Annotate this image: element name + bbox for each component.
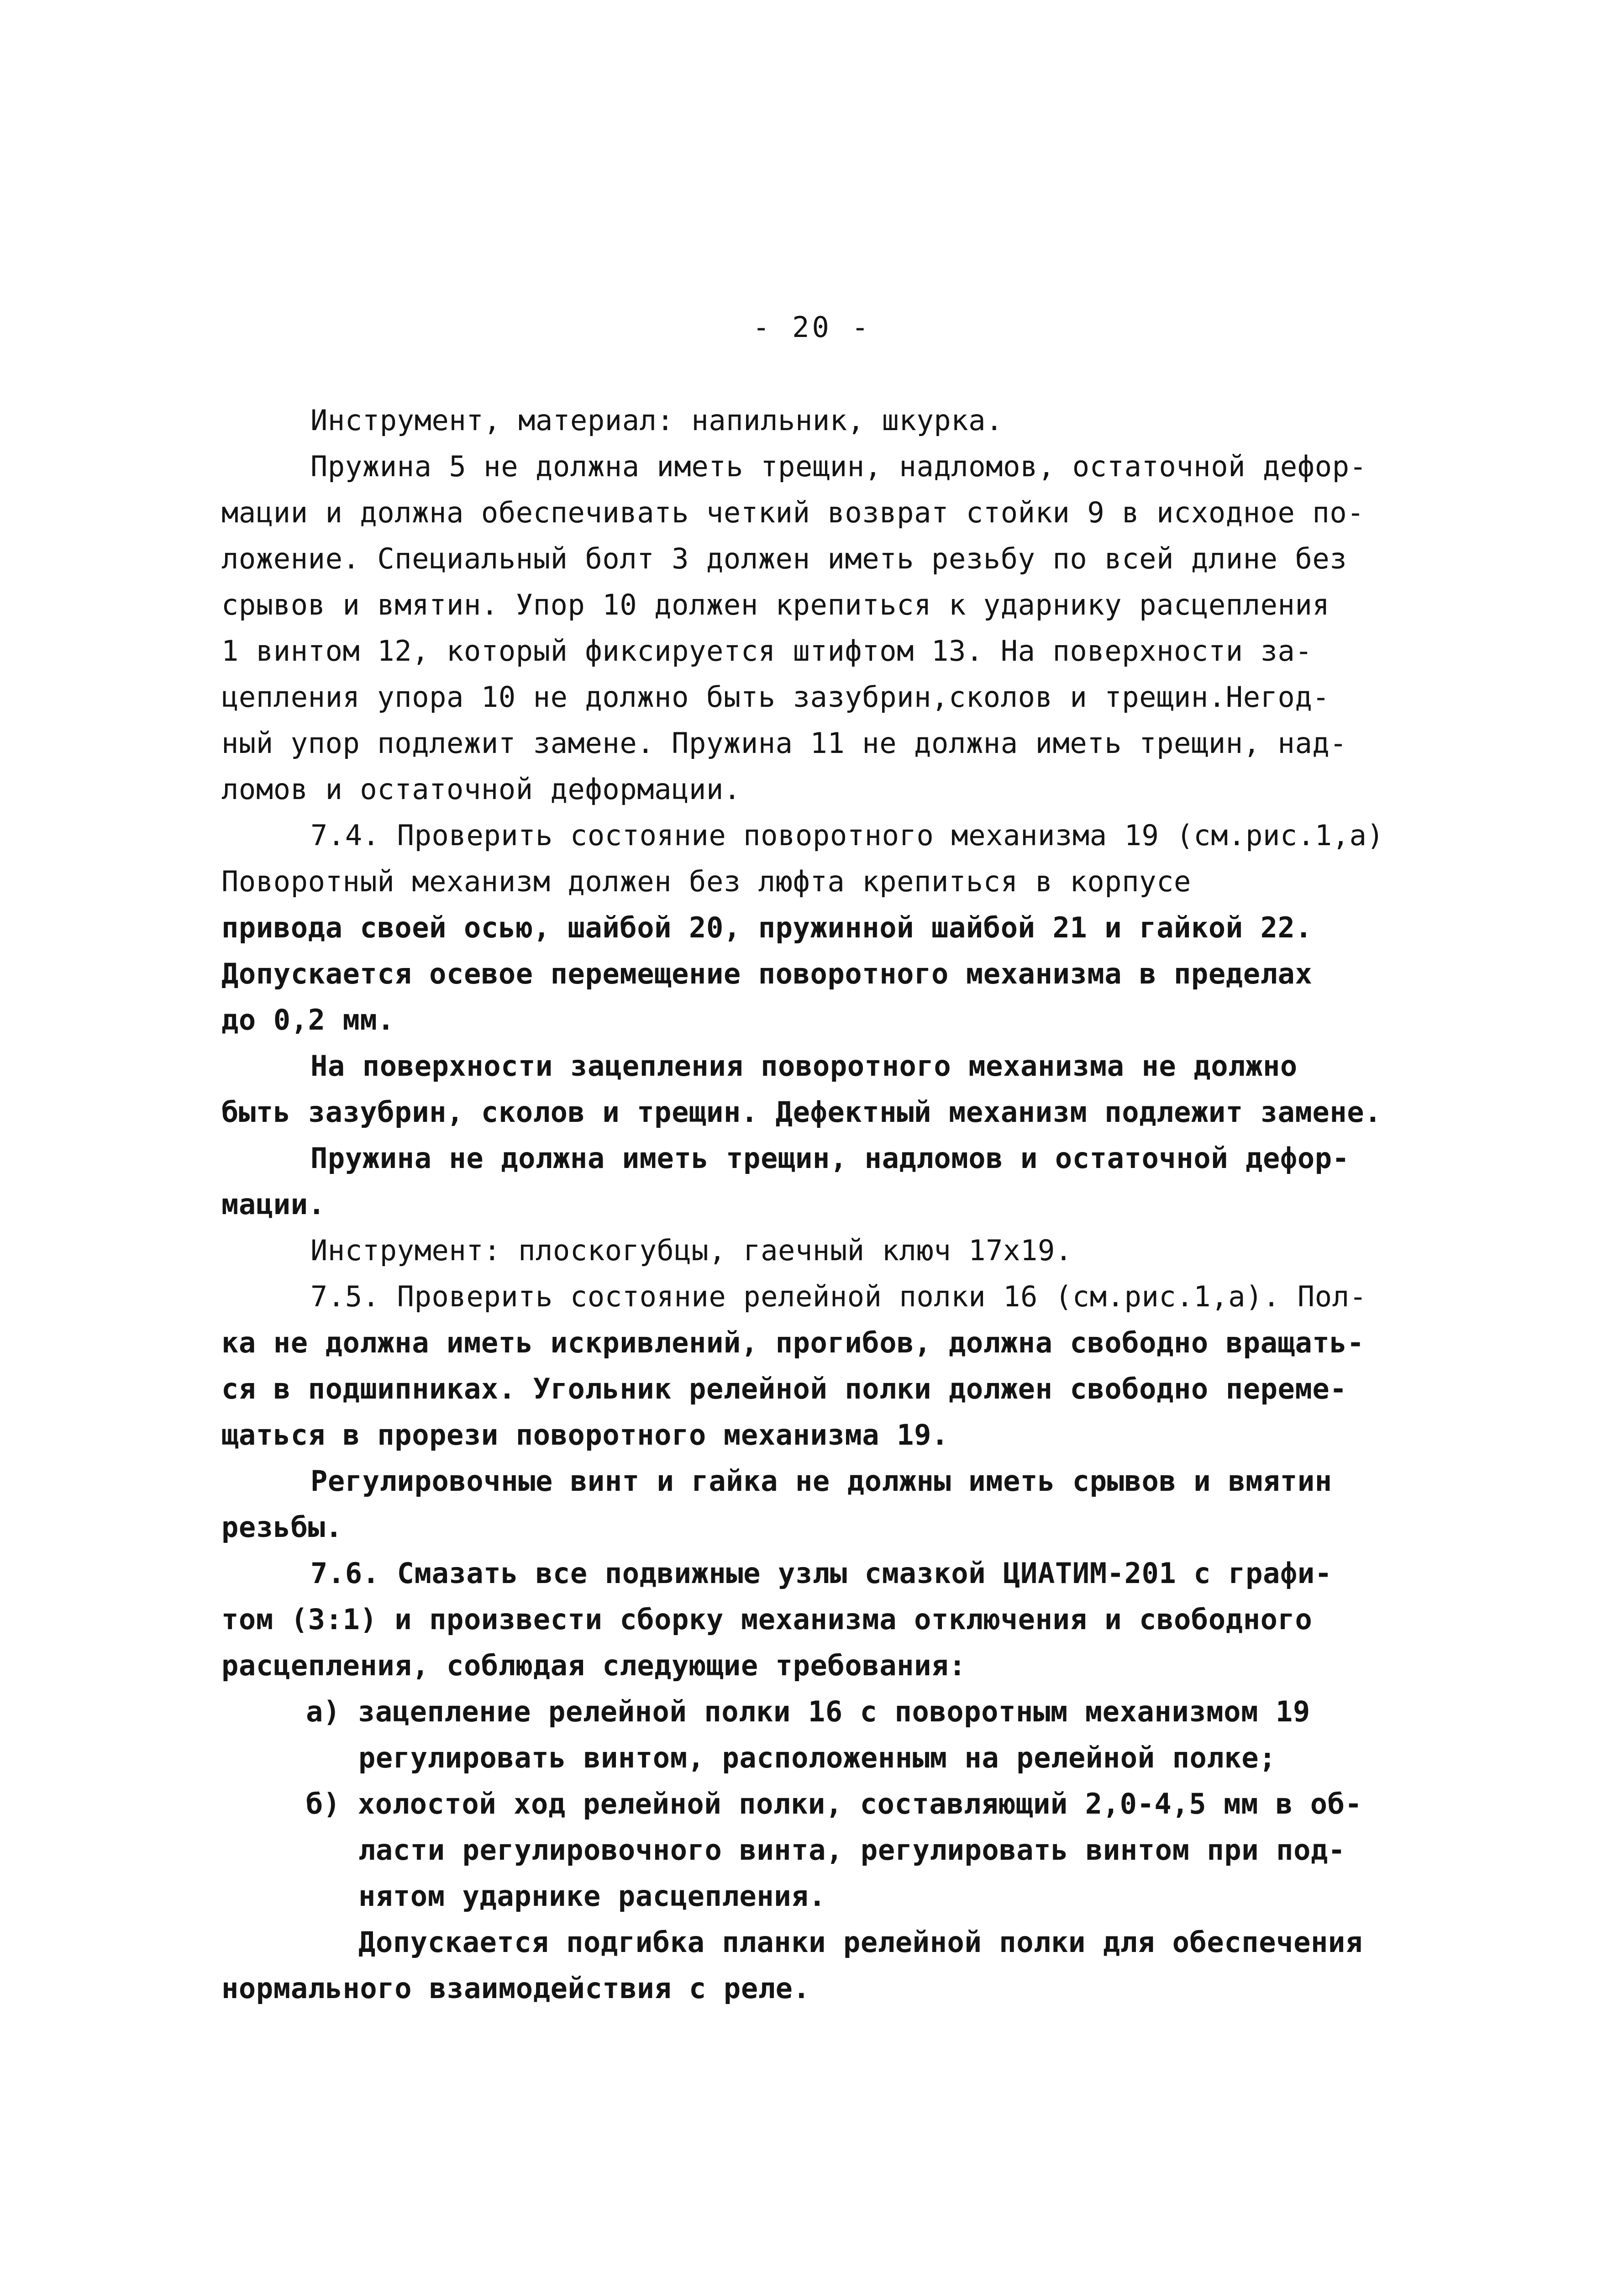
- text-line: 7.5. Проверить состояние релейной полки 16 (см.рис.1,а). Пол-: [310, 1280, 1367, 1313]
- page-number: - 20 -: [752, 310, 872, 344]
- text-line: Пружина 5 не должна иметь трещин, надломов, остаточной дефор-: [310, 450, 1367, 483]
- text-line: расцепления, соблюдая следующие требования:: [221, 1649, 966, 1682]
- text-line: том (3:1) и произвести сборку механизма отключения и свободного: [221, 1603, 1313, 1636]
- text-line: быть зазубрин, сколов и трещин. Дефектный механизм подлежит замене.: [221, 1095, 1382, 1129]
- text-line: резьбы.: [221, 1510, 343, 1544]
- text-line: ломов и остаточной деформации.: [221, 773, 741, 806]
- list-item-continuation: регулировать винтом, расположенным на релейной полке;: [358, 1741, 1277, 1774]
- text-line: Допускается осевое перемещение поворотного механизма в пределах: [221, 957, 1313, 990]
- text-line: привода своей осью, шайбой 20, пружинной шайбой 21 и гайкой 22.: [221, 911, 1313, 944]
- text-line: ка не должна иметь искривлений, прогибов, должна свободно вращать-: [221, 1326, 1365, 1359]
- text-line: Поворотный механизм должен без люфта крепиться в корпусе: [221, 865, 1191, 898]
- list-item: б) холостой ход релейной полки, составляющий 2,0-4,5 мм в об-: [306, 1787, 1362, 1820]
- text-line: ся в подшипниках. Угольник релейной полки должен свободно переме-: [221, 1372, 1347, 1405]
- text-line: Инструмент: плоскогубцы, гаечный ключ 17х19.: [310, 1234, 1072, 1267]
- text-line: щаться в прорези поворотного механизма 19.: [221, 1418, 949, 1452]
- list-item: а) зацепление релейной полки 16 с поворотным механизмом 19: [306, 1695, 1310, 1728]
- text-line: 7.6. Смазать все подвижные узлы смазкой ЦИАТИМ-201 с графи-: [310, 1557, 1332, 1590]
- text-line: ный упор подлежит замене. Пружина 11 не должна иметь трещин, над-: [221, 726, 1347, 760]
- text-line: до 0,2 мм.: [221, 1003, 395, 1036]
- text-line: Инструмент, материал: напильник, шкурка.: [310, 404, 1004, 437]
- text-line: нормального взаимодействия с реле.: [221, 1972, 810, 2005]
- text-line: мации и должна обеспечивать четкий возврат стойки 9 в исходное по-: [221, 496, 1365, 529]
- body-text: [221, 397, 1427, 2011]
- text-line: цепления упора 10 не должно быть зазубрин,сколов и трещин.Негод-: [221, 680, 1330, 714]
- text-line: На поверхности зацепления поворотного механизма не должно: [310, 1049, 1298, 1083]
- text-line: мации.: [221, 1188, 326, 1221]
- list-item-continuation: ласти регулировочного винта, регулировать винтом при под-: [358, 1833, 1345, 1867]
- text-line: Регулировочные винт и гайка не должны иметь срывов и вмятин: [310, 1464, 1332, 1498]
- text-line: 7.4. Проверить состояние поворотного механизма 19 (см.рис.1,а): [310, 819, 1384, 852]
- text-line: Пружина не должна иметь трещин, надломов и остаточной дефор-: [310, 1142, 1350, 1175]
- text-line: срывов и вмятин. Упор 10 должен крепиться к ударнику расцепления: [221, 588, 1330, 621]
- text-line: ложение. Специальный болт 3 должен иметь резьбу по всей длине без: [221, 542, 1347, 575]
- list-item-continuation: нятом ударнике расцепления.: [358, 1879, 826, 1913]
- text-line: Допускается подгибка планки релейной полки для обеспечения: [358, 1925, 1363, 1959]
- text-line: 1 винтом 12, который фиксируется штифтом 13. На поверхности за-: [221, 634, 1313, 668]
